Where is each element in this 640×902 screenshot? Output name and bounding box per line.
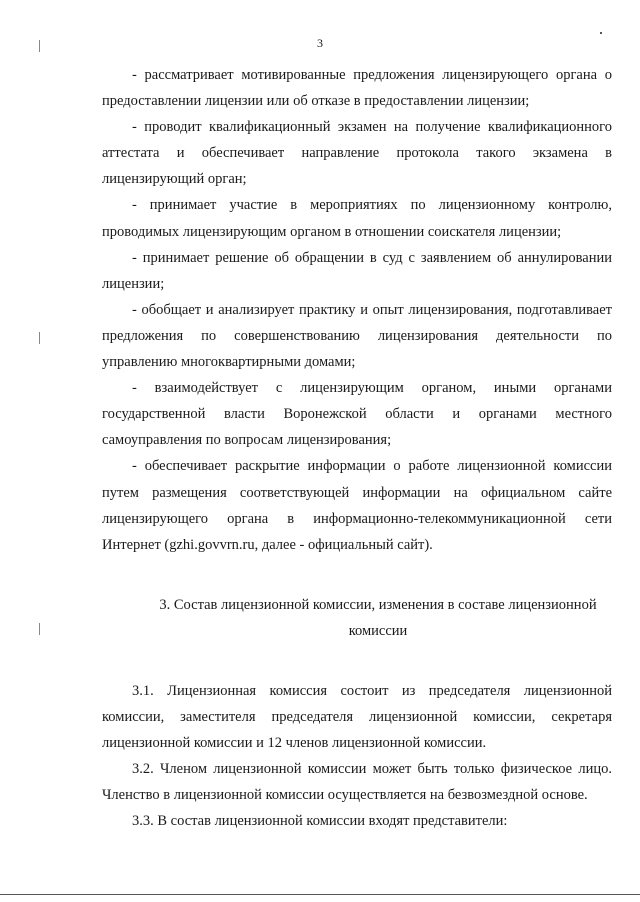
clause-paragraph: 3.3. В состав лицензионной комиссии входят представители: bbox=[132, 813, 508, 830]
scan-artifact-dot bbox=[600, 32, 602, 34]
duty-item: - проводит квалификационный экзамен на получение квалификационного аттестата и обеспечивает направление протокола такого экзамена в лицензирующий орган; bbox=[102, 119, 612, 188]
clause-paragraph: 3.1. Лицензионная комиссия состоит из председателя лицензионной комиссии, заместителя председателя лицензионной комиссии, секретаря лицензионной комиссии и 12 членов лицензионной комиссии. bbox=[102, 682, 612, 752]
margin-binding-mark bbox=[39, 332, 40, 344]
page-bottom-rule bbox=[0, 894, 640, 895]
duty-item: - взаимодействует с лицензирующим органом, иными органами государственной власти Воронежской области и органами местного самоуправления по вопросам лицензирования; bbox=[102, 380, 612, 449]
page-number: 3 bbox=[317, 36, 323, 50]
margin-binding-mark bbox=[39, 40, 40, 52]
clause-paragraph: 3.2. Членом лицензионной комиссии может быть только физическое лицо. Членство в лицензионной комиссии осуществляется на безвозмездной основе. bbox=[102, 761, 612, 804]
duty-item: - принимает участие в мероприятиях по лицензионному контролю, проводимых лицензирующим органом в отношении соискателя лицензии; bbox=[102, 197, 612, 240]
document-body bbox=[102, 62, 612, 835]
duty-item: - принимает решение об обращении в суд с заявлением об аннулировании лицензии; bbox=[102, 249, 612, 292]
duty-item: - обеспечивает раскрытие информации о работе лицензионной комиссии путем размещения соответствующей информации на официальном сайте лицензирующего органа в информационно-телекоммуникационной сети Интернет (gzhi.govvrn.ru, далее - официальный сайт). bbox=[102, 458, 612, 553]
duty-item: - рассматривает мотивированные предложения лицензирующего органа о предоставлении лицензии или об отказе в предоставлении лицензии; bbox=[102, 67, 612, 110]
margin-binding-mark bbox=[39, 623, 40, 635]
duty-item: - обобщает и анализирует практику и опыт лицензирования, подготавливает предложения по совершенствованию лицензирования деятельности по управлению многоквартирными домами; bbox=[102, 301, 612, 371]
section-heading: 3. Состав лицензионной комиссии, изменения в составе лицензионной комиссии bbox=[159, 596, 597, 639]
